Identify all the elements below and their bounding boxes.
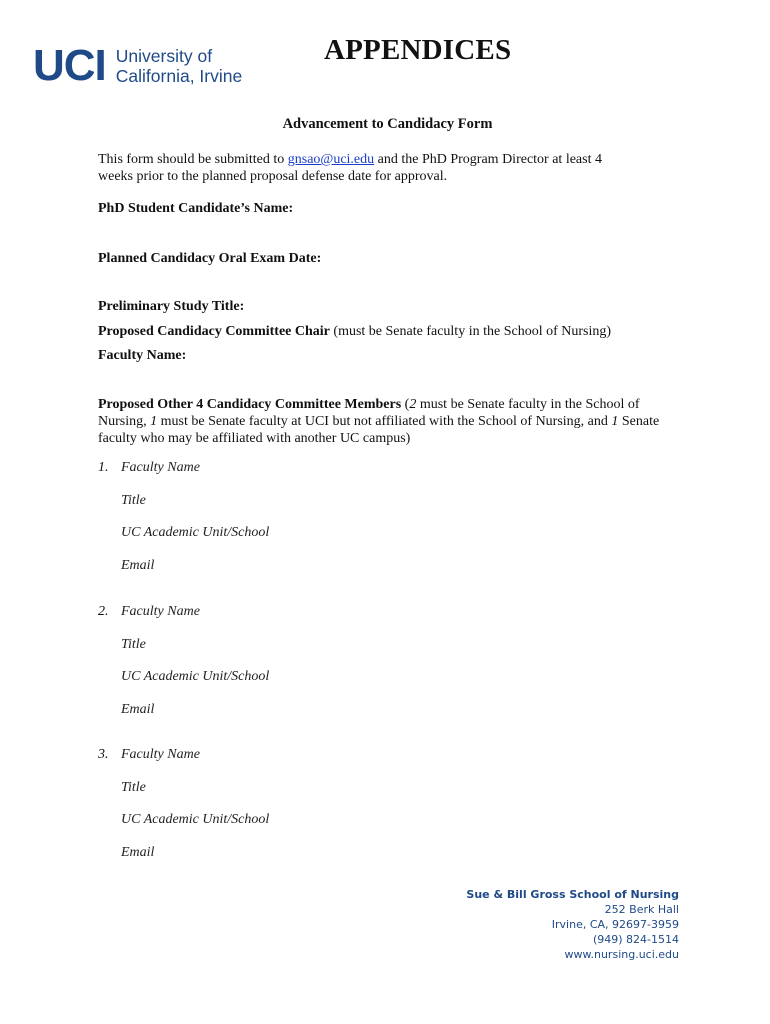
- page-heading: APPENDICES: [324, 34, 512, 66]
- uci-logo-text: [116, 46, 242, 86]
- member-title-field[interactable]: Title: [121, 780, 146, 795]
- member-number: 2.: [98, 604, 109, 619]
- uci-logo: [33, 41, 243, 90]
- footer-address-line-2: Irvine, CA, 92697-3959: [551, 918, 679, 931]
- member-email-field[interactable]: Email: [121, 702, 155, 717]
- footer-school-name: Sue & Bill Gross School of Nursing: [466, 888, 679, 901]
- member-unit-field[interactable]: UC Academic Unit/School: [121, 525, 270, 540]
- member-email-field[interactable]: Email: [121, 558, 155, 573]
- members-p1: (: [401, 397, 410, 412]
- member-faculty-name-field[interactable]: Faculty Name: [121, 747, 200, 762]
- members-n2: 1: [150, 414, 158, 429]
- committee-chair-line: [98, 323, 611, 340]
- member-email-field[interactable]: Email: [121, 845, 155, 860]
- members-n1: 2: [409, 397, 417, 412]
- member-number: 1.: [98, 460, 109, 475]
- member-title-field[interactable]: Title: [121, 493, 146, 508]
- member-faculty-name-field[interactable]: Faculty Name: [121, 604, 200, 619]
- study-title-label: Preliminary Study Title:: [98, 299, 245, 314]
- uci-logo-mark: UCI: [33, 41, 106, 90]
- footer-address-line-1: 252 Berk Hall: [604, 903, 679, 916]
- faculty-name-label: Faculty Name:: [98, 348, 187, 363]
- members-p4: Senate faculty who may be affiliated with another UC campus): [98, 414, 660, 446]
- intro-after: and the PhD Program Director at least 4 weeks prior to the planned proposal defense date for approval.: [98, 152, 602, 184]
- committee-members-paragraph: [98, 396, 668, 447]
- members-n3: 1: [611, 414, 619, 429]
- email-link[interactable]: gnsao@uci.edu: [287, 152, 375, 167]
- committee-chair-label: Proposed Candidacy Committee Chair: [98, 324, 330, 339]
- form-title: Advancement to Candidacy Form: [282, 116, 493, 132]
- footer-phone: (949) 824-1514: [592, 933, 679, 946]
- members-p3: must be Senate faculty at UCI but not affiliated with the School of Nursing, and: [157, 414, 612, 429]
- member-title-field[interactable]: Title: [121, 637, 146, 652]
- footer-website[interactable]: www.nursing.uci.edu: [564, 948, 679, 961]
- member-unit-field[interactable]: UC Academic Unit/School: [121, 669, 270, 684]
- exam-date-label: Planned Candidacy Oral Exam Date:: [98, 251, 322, 266]
- footer-address: [466, 887, 679, 962]
- intro-before: This form should be submitted to: [98, 152, 288, 167]
- members-label: Proposed Other 4 Candidacy Committee Members: [98, 397, 402, 412]
- committee-chair-note: (must be Senate faculty in the School of Nursing): [329, 324, 612, 339]
- member-faculty-name-field[interactable]: Faculty Name: [121, 460, 200, 475]
- member-unit-field[interactable]: UC Academic Unit/School: [121, 812, 270, 827]
- intro-paragraph: [98, 151, 618, 185]
- candidate-name-label: PhD Student Candidate’s Name:: [98, 201, 294, 216]
- logo-line-1: University of: [115, 46, 213, 66]
- members-p2: must be Senate faculty in the School of Nursing,: [98, 397, 640, 429]
- logo-line-2: California, Irvine: [115, 66, 243, 86]
- member-number: 3.: [98, 747, 109, 762]
